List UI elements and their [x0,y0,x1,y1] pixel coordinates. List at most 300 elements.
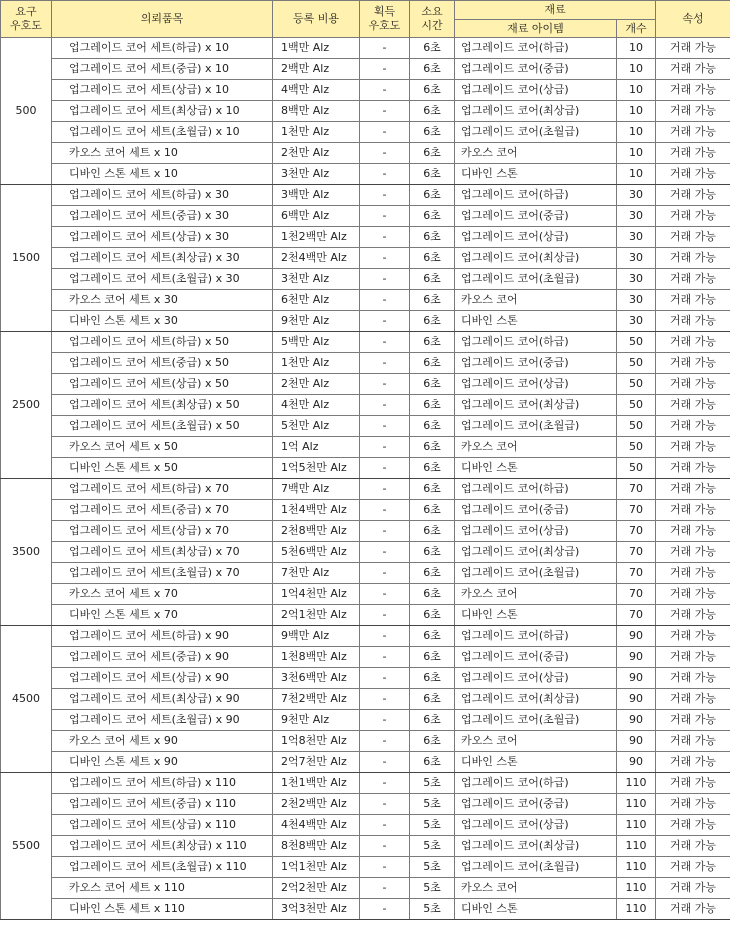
header-item: 의뢰품목 [52,1,273,38]
cell-gain: - [360,227,410,248]
cell-attribute: 거래 가능 [656,563,730,584]
cell-count: 90 [617,752,656,773]
cell-gain: - [360,815,410,836]
cell-gain: - [360,206,410,227]
cell-attribute: 거래 가능 [656,794,730,815]
cell-attribute: 거래 가능 [656,416,730,437]
cell-item: 업그레이드 코어 세트(초월급) x 30 [52,269,273,290]
table-row [1,332,730,353]
cell-item: 업그레이드 코어 세트(상급) x 90 [52,668,273,689]
cell-attribute: 거래 가능 [656,248,730,269]
cell-count: 70 [617,584,656,605]
table-row [1,521,730,542]
table-row [1,311,730,332]
cell-cost: 7백만 Alz [273,479,360,500]
cell-gain: - [360,311,410,332]
table-row [1,857,730,878]
cell-material: 업그레이드 코어(중급) [455,59,617,80]
cell-gain: - [360,584,410,605]
cell-attribute: 거래 가능 [656,857,730,878]
cell-time: 6초 [410,206,455,227]
cell-time: 5초 [410,857,455,878]
cell-material: 업그레이드 코어(중급) [455,794,617,815]
cell-count: 90 [617,668,656,689]
table-row [1,38,730,59]
cell-count: 10 [617,38,656,59]
cell-time: 6초 [410,521,455,542]
cell-attribute: 거래 가능 [656,815,730,836]
table-row [1,416,730,437]
cell-material: 업그레이드 코어(하급) [455,479,617,500]
cell-material: 업그레이드 코어(초월급) [455,857,617,878]
cell-count: 10 [617,122,656,143]
cell-gain: - [360,395,410,416]
cell-time: 6초 [410,101,455,122]
cell-cost: 1억5천만 Alz [273,458,360,479]
cell-item: 업그레이드 코어 세트(하급) x 10 [52,38,273,59]
cell-count: 90 [617,626,656,647]
cell-material: 디바인 스톤 [455,311,617,332]
cell-attribute: 거래 가능 [656,773,730,794]
cell-time: 6초 [410,542,455,563]
cell-cost: 3천만 Alz [273,164,360,185]
cell-count: 10 [617,143,656,164]
cell-gain: - [360,899,410,920]
cell-material: 업그레이드 코어(상급) [455,815,617,836]
header-material: 재료 [455,1,656,20]
table-row [1,542,730,563]
cell-material: 디바인 스톤 [455,899,617,920]
table-row [1,227,730,248]
cell-attribute: 거래 가능 [656,479,730,500]
table-row [1,752,730,773]
cell-gain: - [360,878,410,899]
cell-gain: - [360,563,410,584]
cell-count: 50 [617,374,656,395]
cell-item: 디바인 스톤 세트 x 70 [52,605,273,626]
cell-gain: - [360,437,410,458]
cell-material: 업그레이드 코어(최상급) [455,836,617,857]
cell-gain: - [360,101,410,122]
cell-material: 업그레이드 코어(최상급) [455,542,617,563]
cell-item: 업그레이드 코어 세트(하급) x 70 [52,479,273,500]
table-row [1,269,730,290]
table-row [1,794,730,815]
cell-count: 50 [617,353,656,374]
cell-item: 업그레이드 코어 세트(최상급) x 110 [52,836,273,857]
header-material-item: 재료 아이템 [455,20,617,38]
cell-time: 6초 [410,752,455,773]
cell-item: 업그레이드 코어 세트(하급) x 90 [52,626,273,647]
cell-item: 카오스 코어 세트 x 70 [52,584,273,605]
cell-attribute: 거래 가능 [656,899,730,920]
cell-count: 70 [617,521,656,542]
cell-count: 90 [617,689,656,710]
table-row [1,185,730,206]
cell-gain: - [360,479,410,500]
cell-material: 디바인 스톤 [455,164,617,185]
cell-item: 업그레이드 코어 세트(초월급) x 90 [52,710,273,731]
cell-time: 6초 [410,647,455,668]
cell-gain: - [360,185,410,206]
cell-cost: 1천만 Alz [273,353,360,374]
table-row [1,815,730,836]
cell-count: 70 [617,605,656,626]
cell-attribute: 거래 가능 [656,311,730,332]
table-row [1,122,730,143]
cell-cost: 1억 Alz [273,437,360,458]
cell-item: 업그레이드 코어 세트(최상급) x 10 [52,101,273,122]
cell-item: 업그레이드 코어 세트(최상급) x 70 [52,542,273,563]
cell-item: 업그레이드 코어 세트(상급) x 30 [52,227,273,248]
cell-count: 30 [617,206,656,227]
table-row [1,899,730,920]
cell-item: 업그레이드 코어 세트(중급) x 10 [52,59,273,80]
cell-material: 업그레이드 코어(최상급) [455,689,617,710]
cell-material: 업그레이드 코어(하급) [455,38,617,59]
cell-material: 업그레이드 코어(상급) [455,374,617,395]
cell-time: 6초 [410,353,455,374]
cell-attribute: 거래 가능 [656,500,730,521]
cell-time: 6초 [410,479,455,500]
cell-gain: - [360,80,410,101]
cell-gain: - [360,773,410,794]
cell-item: 디바인 스톤 세트 x 30 [52,311,273,332]
cell-gain: - [360,164,410,185]
cell-attribute: 거래 가능 [656,38,730,59]
cell-gain: - [360,794,410,815]
cell-gain: - [360,647,410,668]
cell-required-level: 5500 [1,773,52,920]
cell-count: 50 [617,416,656,437]
cell-material: 업그레이드 코어(중급) [455,206,617,227]
cell-gain: - [360,836,410,857]
cell-time: 6초 [410,80,455,101]
cell-cost: 5천6백만 Alz [273,542,360,563]
table-row [1,710,730,731]
table-row [1,773,730,794]
cell-material: 업그레이드 코어(최상급) [455,248,617,269]
header-level: 요구 우호도 [1,1,52,38]
cell-count: 110 [617,857,656,878]
cell-count: 10 [617,101,656,122]
cell-item: 업그레이드 코어 세트(초월급) x 110 [52,857,273,878]
cell-required-level: 500 [1,38,52,185]
cell-gain: - [360,542,410,563]
table-row [1,143,730,164]
cell-time: 6초 [410,311,455,332]
table-row [1,500,730,521]
cell-time: 5초 [410,836,455,857]
cell-count: 30 [617,227,656,248]
cell-time: 5초 [410,794,455,815]
cell-material: 업그레이드 코어(초월급) [455,710,617,731]
cell-item: 업그레이드 코어 세트(중급) x 110 [52,794,273,815]
cell-gain: - [360,290,410,311]
cell-time: 6초 [410,626,455,647]
cell-count: 30 [617,248,656,269]
table-row [1,374,730,395]
cell-item: 카오스 코어 세트 x 90 [52,731,273,752]
cell-time: 6초 [410,584,455,605]
cell-attribute: 거래 가능 [656,521,730,542]
cell-gain: - [360,521,410,542]
cell-time: 5초 [410,773,455,794]
cell-material: 카오스 코어 [455,584,617,605]
cell-gain: - [360,248,410,269]
cell-time: 6초 [410,710,455,731]
cell-time: 6초 [410,185,455,206]
cell-material: 업그레이드 코어(초월급) [455,416,617,437]
cell-required-level: 4500 [1,626,52,773]
cell-cost: 7천2백만 Alz [273,689,360,710]
cell-cost: 2천만 Alz [273,374,360,395]
cell-count: 50 [617,458,656,479]
cell-time: 6초 [410,59,455,80]
cell-item: 카오스 코어 세트 x 30 [52,290,273,311]
cell-attribute: 거래 가능 [656,290,730,311]
cell-count: 50 [617,437,656,458]
cell-count: 30 [617,311,656,332]
cell-gain: - [360,689,410,710]
cell-attribute: 거래 가능 [656,332,730,353]
table-row [1,248,730,269]
cell-material: 업그레이드 코어(중급) [455,647,617,668]
cell-material: 업그레이드 코어(상급) [455,227,617,248]
cell-material: 카오스 코어 [455,290,617,311]
cell-count: 70 [617,542,656,563]
cell-item: 업그레이드 코어 세트(중급) x 50 [52,353,273,374]
cell-attribute: 거래 가능 [656,101,730,122]
cell-time: 6초 [410,563,455,584]
cell-count: 110 [617,899,656,920]
table-row [1,626,730,647]
cell-attribute: 거래 가능 [656,752,730,773]
cell-time: 5초 [410,899,455,920]
cell-attribute: 거래 가능 [656,731,730,752]
cell-attribute: 거래 가능 [656,353,730,374]
cell-material: 업그레이드 코어(초월급) [455,563,617,584]
cell-cost: 2억1천만 Alz [273,605,360,626]
table-row [1,668,730,689]
cell-material: 디바인 스톤 [455,605,617,626]
cell-cost: 1억4천만 Alz [273,584,360,605]
cell-item: 업그레이드 코어 세트(상급) x 50 [52,374,273,395]
cell-material: 카오스 코어 [455,437,617,458]
header-attribute: 속성 [656,1,730,38]
cell-material: 업그레이드 코어(중급) [455,353,617,374]
cell-cost: 9천만 Alz [273,710,360,731]
cell-material: 디바인 스톤 [455,752,617,773]
cell-material: 카오스 코어 [455,143,617,164]
cell-material: 카오스 코어 [455,731,617,752]
cell-count: 90 [617,710,656,731]
cell-gain: - [360,38,410,59]
cell-attribute: 거래 가능 [656,206,730,227]
table-row [1,290,730,311]
cell-gain: - [360,122,410,143]
cell-time: 6초 [410,164,455,185]
cell-cost: 2백만 Alz [273,59,360,80]
cell-count: 30 [617,185,656,206]
table-header [1,1,730,38]
table-row [1,731,730,752]
cell-count: 70 [617,479,656,500]
cell-cost: 4천4백만 Alz [273,815,360,836]
cell-gain: - [360,332,410,353]
cell-gain: - [360,626,410,647]
table-row [1,836,730,857]
cell-cost: 9백만 Alz [273,626,360,647]
cell-cost: 1천4백만 Alz [273,500,360,521]
cell-attribute: 거래 가능 [656,164,730,185]
cell-item: 업그레이드 코어 세트(최상급) x 90 [52,689,273,710]
cell-gain: - [360,269,410,290]
cell-count: 10 [617,59,656,80]
table-body [1,38,730,920]
cell-gain: - [360,143,410,164]
table-row [1,584,730,605]
cell-gain: - [360,458,410,479]
cell-item: 업그레이드 코어 세트(하급) x 50 [52,332,273,353]
cell-count: 110 [617,815,656,836]
cell-cost: 5천만 Alz [273,416,360,437]
cell-cost: 3백만 Alz [273,185,360,206]
cell-attribute: 거래 가능 [656,185,730,206]
cell-time: 6초 [410,374,455,395]
cell-item: 업그레이드 코어 세트(상급) x 110 [52,815,273,836]
cell-item: 업그레이드 코어 세트(중급) x 30 [52,206,273,227]
cell-gain: - [360,59,410,80]
header-material-count: 개수 [617,20,656,38]
cell-time: 6초 [410,143,455,164]
cell-cost: 9천만 Alz [273,311,360,332]
cell-material: 업그레이드 코어(초월급) [455,122,617,143]
cell-gain: - [360,731,410,752]
cell-cost: 3천만 Alz [273,269,360,290]
cell-item: 업그레이드 코어 세트(중급) x 70 [52,500,273,521]
cell-item: 카오스 코어 세트 x 50 [52,437,273,458]
cell-count: 110 [617,878,656,899]
cell-time: 6초 [410,122,455,143]
cell-cost: 3억3천만 Alz [273,899,360,920]
table-row [1,101,730,122]
cell-time: 6초 [410,731,455,752]
cell-cost: 8백만 Alz [273,101,360,122]
cell-time: 6초 [410,38,455,59]
cell-cost: 4천만 Alz [273,395,360,416]
cell-gain: - [360,353,410,374]
cell-item: 디바인 스톤 세트 x 50 [52,458,273,479]
cell-cost: 1억8천만 Alz [273,731,360,752]
cell-material: 업그레이드 코어(최상급) [455,101,617,122]
cell-item: 디바인 스톤 세트 x 110 [52,899,273,920]
cell-count: 110 [617,773,656,794]
cell-time: 6초 [410,269,455,290]
table-row [1,164,730,185]
cell-attribute: 거래 가능 [656,80,730,101]
table-row [1,353,730,374]
cell-item: 카오스 코어 세트 x 110 [52,878,273,899]
cell-required-level: 2500 [1,332,52,479]
cell-attribute: 거래 가능 [656,626,730,647]
cell-item: 업그레이드 코어 세트(최상급) x 50 [52,395,273,416]
cell-attribute: 거래 가능 [656,227,730,248]
cell-count: 90 [617,731,656,752]
cell-attribute: 거래 가능 [656,710,730,731]
table-row [1,878,730,899]
table-row [1,59,730,80]
cell-count: 50 [617,395,656,416]
cell-cost: 6천만 Alz [273,290,360,311]
table-row [1,458,730,479]
cell-time: 6초 [410,437,455,458]
cell-attribute: 거래 가능 [656,59,730,80]
cell-item: 업그레이드 코어 세트(상급) x 70 [52,521,273,542]
cell-cost: 6백만 Alz [273,206,360,227]
table-row [1,80,730,101]
cell-time: 6초 [410,248,455,269]
cell-count: 30 [617,290,656,311]
cell-cost: 3천6백만 Alz [273,668,360,689]
cell-count: 10 [617,80,656,101]
cell-attribute: 거래 가능 [656,668,730,689]
cell-attribute: 거래 가능 [656,395,730,416]
cell-cost: 2천8백만 Alz [273,521,360,542]
cell-time: 6초 [410,500,455,521]
cell-attribute: 거래 가능 [656,374,730,395]
cell-required-level: 3500 [1,479,52,626]
cell-time: 6초 [410,458,455,479]
cell-attribute: 거래 가능 [656,647,730,668]
table-row [1,647,730,668]
cell-gain: - [360,416,410,437]
table-row [1,563,730,584]
cell-gain: - [360,500,410,521]
cell-cost: 1천1백만 Alz [273,773,360,794]
cell-required-level: 1500 [1,185,52,332]
cell-material: 업그레이드 코어(상급) [455,521,617,542]
cell-material: 카오스 코어 [455,878,617,899]
cell-cost: 2억2천만 Alz [273,878,360,899]
cell-time: 6초 [410,332,455,353]
cell-material: 디바인 스톤 [455,458,617,479]
cell-time: 6초 [410,227,455,248]
cell-cost: 4백만 Alz [273,80,360,101]
cell-cost: 1백만 Alz [273,38,360,59]
table-row [1,605,730,626]
table-row [1,395,730,416]
cell-gain: - [360,605,410,626]
cell-attribute: 거래 가능 [656,584,730,605]
cell-time: 6초 [410,689,455,710]
cell-time: 5초 [410,878,455,899]
cell-gain: - [360,710,410,731]
cell-cost: 7천만 Alz [273,563,360,584]
header-gain: 획득 우호도 [360,1,410,38]
cell-item: 업그레이드 코어 세트(최상급) x 30 [52,248,273,269]
cell-material: 업그레이드 코어(초월급) [455,269,617,290]
cell-attribute: 거래 가능 [656,878,730,899]
cell-gain: - [360,668,410,689]
cell-time: 6초 [410,416,455,437]
cell-attribute: 거래 가능 [656,836,730,857]
header-time: 소요 시간 [410,1,455,38]
cell-item: 디바인 스톤 세트 x 90 [52,752,273,773]
cell-cost: 5백만 Alz [273,332,360,353]
cell-cost: 1천만 Alz [273,122,360,143]
cell-attribute: 거래 가능 [656,437,730,458]
